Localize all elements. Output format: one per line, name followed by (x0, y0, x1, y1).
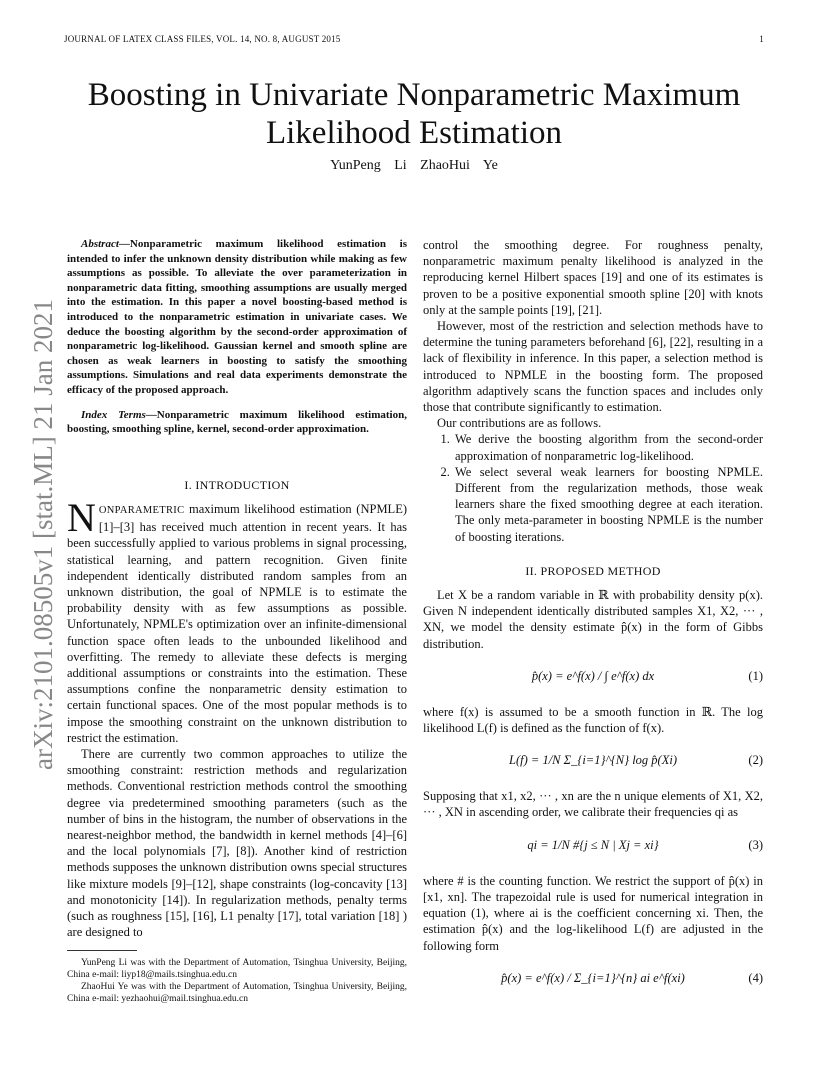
equation-2-body: L(f) = 1/N Σ_{i=1}^{N} log p̂(Xi) (509, 753, 677, 768)
equation-3-number: (3) (748, 837, 763, 852)
right-paragraph-2: However, most of the restriction and selection methods have to determine the tuning parameters beforehand [6], [22], resulting in a lack of flexibility in inference. In this paper, a selection method is introduced to NPMLE in the boosting form. The proposed algorithm adaptively scans the function spaces and includes only those that contribute significantly to estimation. (423, 319, 763, 415)
method-paragraph-2: where f(x) is assumed to be a smooth function in ℝ. The log likelihood L(f) is defined as the function of f(x). (423, 704, 763, 736)
running-header: JOURNAL OF LATEX CLASS FILES, VOL. 14, NO. 8, AUGUST 2015 (64, 34, 341, 44)
contributions-list (423, 431, 763, 544)
equation-2 (423, 742, 763, 782)
abstract-text: —Nonparametric maximum likelihood estimation is intended to infer the unknown density distribution while making as few assumptions as possible. To alleviate the over parameterization in nonparametric data fitting, smoothing assumptions are usually merged into the estimation. In this paper a novel boosting-based method is introduced to the nonparametric estimation in univariate cases. We deduce the boosting algorithm by the second-order approximation of nonparametric log-likelihood. Gaussian kernel and smooth spline are chosen as weak learners in boosting to satisfy the smoothing assumptions. Simulations and real data experiments demonstrate the efficacy of the proposed approach. (67, 238, 407, 396)
index-terms-text: —Nonparametric maximum likelihood estimation, boosting, smoothing spline, kernel, second-order approximation. (67, 408, 407, 436)
dropcap: N (67, 494, 96, 540)
equation-1-number: (1) (748, 668, 763, 683)
paper-title: Boosting in Univariate Nonparametric Maximum Likelihood Estimation (87, 77, 741, 151)
footnote-2: ZhaoHui Ye was with the Department of Automation, Tsinghua University, Beijing, China e-mail: yezhaohui@mail.tsinghua.edu.cn (67, 982, 407, 1005)
equation-2-number: (2) (748, 753, 763, 768)
equation-4 (423, 960, 763, 1000)
left-column (67, 237, 407, 1005)
section-heading-intro: I. INTRODUCTION (184, 477, 290, 492)
intro-p1-text: maximum likelihood estimation (NPMLE) [1]–[3] has received much attention in recent years. It has been successfully applied to various problems in signal processing, statistical learning, and pattern recognition. Given finite independent identically distributed random samples from an unknown distribution, the goal of NPMLE is to estimate the probability density with as few assumptions as possible. Unfortunately, NPMLE's optimization over an infinite-dimensional function space often leads to the unbounded likelihood and overfitting. The remedy to alleviate these defects is merging additional assumptions or constraints into the estimation. These assumptions confine the nonparametric density estimation to certain functional spaces. One of the most popular methods is to impose the smoothing constraint on the unknown distribution to restrict the estimation. (67, 501, 407, 745)
equation-1-body: p̂(x) = e^f(x) / ∫ e^f(x) dx (531, 668, 655, 683)
equation-3 (423, 827, 763, 867)
section-heading-method: II. PROPOSED METHOD (525, 563, 661, 578)
right-column (423, 237, 763, 1006)
intro-paragraph-2: There are currently two common approaches to utilize the smoothing constraint: restriction methods and regularization methods. Conventional restriction methods control the smoothing degree via predetermined smoothing parameters (such as the number of bins in the histogram, the number of observations in the nearest-neighbor method, the bandwidth in kernel methods [4]–[6] and the local polynomials [7], [8]). Another kind of restriction methods supposes the unknown distribution owns special structures like mixture models [9]–[12], shape constraints (log-concavity [13] and monotonicity [14]). In regularization methods, penalty terms (such as roughness [15], [16], L1 penalty [17], total variation [18] ) are designed to (67, 746, 407, 940)
contribution-item-2: 2. We select several weak learners for boosting NPMLE. Different from the regularization methods, those weak learners share the fixed smoothing degree at each iteration. The only meta-parameter in boosting NPMLE is the number of boosting iterations. (453, 464, 763, 545)
equation-1 (423, 658, 763, 698)
equation-4-body: p̂(x) = e^f(x) / Σ_{i=1}^{n} ai e^f(xi) (501, 970, 685, 985)
equation-3-body: qi = 1/N #{j ≤ N | Xj = xi} (527, 837, 659, 852)
equation-4-number: (4) (748, 970, 763, 985)
right-paragraph-3: Our contributions are as follows. (437, 416, 602, 431)
intro-paragraph-1 (67, 494, 407, 746)
intro-lead-word: ONPARAMETRIC (98, 504, 185, 516)
arxiv-stamp-text: arXiv:2101.08505v1 [stat.ML] 21 Jan 2021 (28, 299, 58, 770)
page-number: 1 (759, 34, 764, 44)
arxiv-stamp[interactable] (8, 290, 68, 770)
abstract-label: Abstract (81, 238, 119, 250)
right-paragraph-1: control the smoothing degree. For roughness penalty, nonparametric maximum penalty likelihood is analyzed in the reproducing kernel Hilbert spaces [19] and one of its estimates is proven to be a positive exponential smooth spline [20] with knots only at the sample points [19], [21]. (423, 238, 763, 317)
method-paragraph-1: Let X be a random variable in ℝ with probability density p(x). Given N independent identically distributed samples X1, X2, ··· , XN, we model the density estimate p̂(x) in the form of Gibbs distribution. (423, 588, 763, 651)
method-paragraph-4: where # is the counting function. We restrict the support of p̂(x) in [x1, xn]. The trapezoidal rule is used for numerical integration in equation (1), where ai is the coefficient concerning xi. Then, the estimation p̂(x) and the log-likelihood L(f) are adjusted in the following form (423, 873, 763, 953)
index-terms-label: Index Terms (81, 408, 146, 421)
paper-authors: YunPeng Li ZhaoHui Ye (330, 158, 498, 173)
footnote-rule (67, 950, 137, 951)
contribution-item-1: 1. We derive the boosting algorithm from the second-order approximation of nonparametric log-likelihood. (453, 431, 763, 463)
method-paragraph-3: Supposing that x1, x2, ··· , xn are the n unique elements of X1, X2, ··· , XN in ascending order, we calibrate their frequencies qi as (423, 789, 763, 820)
footnote-1: YunPeng Li was with the Department of Automation, Tsinghua University, Beijing, China e-mail: liyp18@mails.tsinghua.edu.cn (67, 958, 407, 981)
abstract (67, 237, 407, 398)
index-terms (67, 408, 407, 437)
